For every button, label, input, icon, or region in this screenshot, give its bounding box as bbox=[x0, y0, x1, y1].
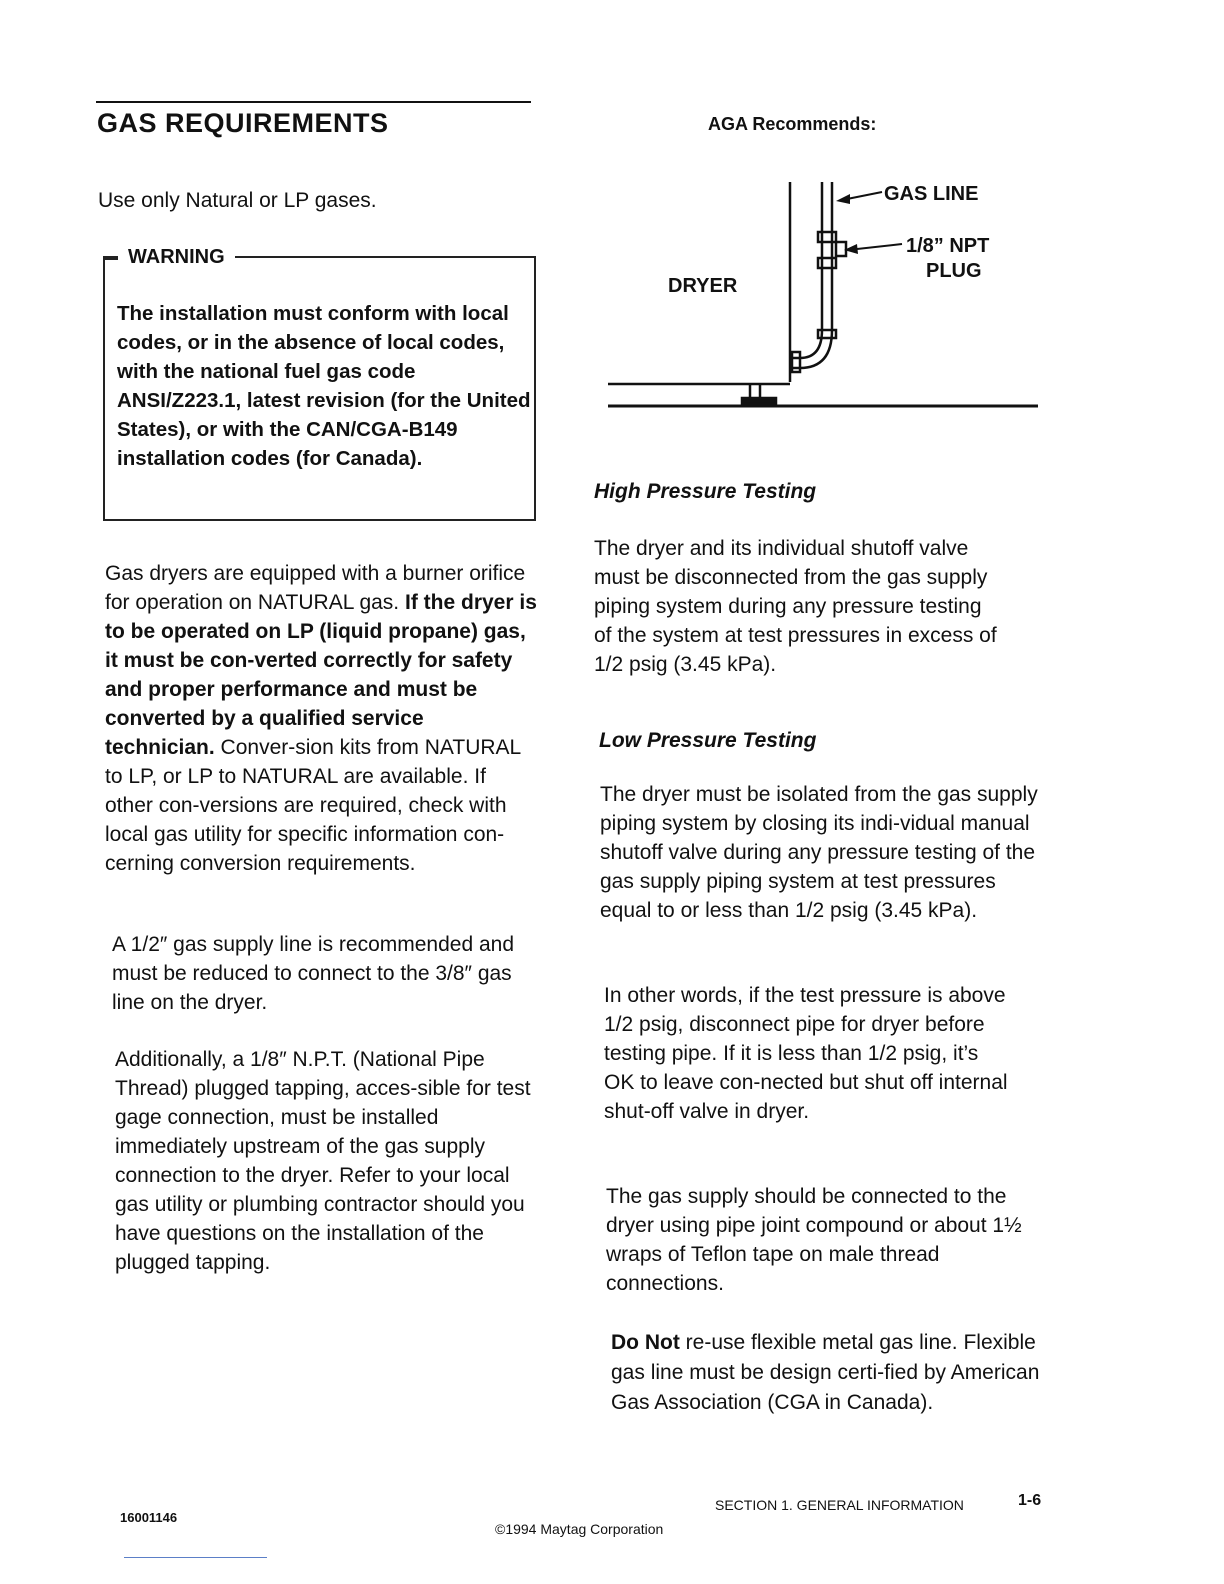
npt-tapping-paragraph: Additionally, a 1/8″ N.P.T. (National Pipe Thread) plugged tapping, acces-sible for test gage connection, must be installed immediately upstream of the gas supply connection to the dryer. Refer to your local gas utility or plumbing contractor should you have questions on the installation of the plugged tapping. bbox=[115, 1048, 531, 1274]
low-pressure-heading: Low Pressure Testing bbox=[599, 729, 817, 752]
page-number: 1-6 bbox=[1018, 1492, 1042, 1509]
do-not-reuse-text bbox=[611, 1328, 1045, 1418]
label-npt-plug: 1/8” NPT bbox=[906, 235, 990, 257]
low-pressure-text: The dryer must be isolated from the gas supply piping system by closing its indi-vidual manual shutoff valve during any pressure testing of the gas supply piping system at test pressures equal to or less than 1/2 psig (3.45 kPa). bbox=[600, 783, 1038, 922]
do-not-rest: re-use flexible metal gas line. Flexible gas line must be design certi-fied by American Gas Association (CGA in Canada). bbox=[611, 1331, 1040, 1414]
warning-text: The installation must conform with local codes, or in the absence of local codes, with the national fuel gas code ANSI/Z223.1, latest revision (for the United States), or with the CAN/CGA-B149 installation codes (for Canada). bbox=[117, 302, 531, 470]
intro-text: Use only Natural or LP gases. bbox=[98, 189, 377, 212]
npt-plug bbox=[836, 242, 846, 256]
label-plug: PLUG bbox=[926, 260, 982, 282]
copyright-notice: ©1994 Maytag Corporation bbox=[495, 1521, 664, 1537]
conversion-paragraph bbox=[105, 559, 537, 878]
title-rule bbox=[96, 101, 531, 103]
section-label: SECTION 1. GENERAL INFORMATION bbox=[715, 1497, 964, 1513]
conversion-kits: Conver-sion kits from NATURAL to LP, or LP to NATURAL are available. If other con-versions are required, check with local gas utility for specific information con-cerning conversion requirements. bbox=[105, 736, 521, 875]
label-gas-line: GAS LINE bbox=[884, 183, 979, 205]
high-pressure-text: The dryer and its individual shutoff valve must be disconnected from the gas supply piping system during any pressure testing of the system at test pressures in excess of 1/2 psig (3.45 kPa). bbox=[594, 537, 997, 676]
diagram-caption: AGA Recommends: bbox=[708, 114, 877, 134]
bottom-rule bbox=[124, 1557, 267, 1558]
conversion-intro: Gas dryers are equipped with a burner orifice for operation on NATURAL gas. bbox=[105, 562, 526, 614]
supply-line-paragraph: A 1/2″ gas supply line is recommended and must be reduced to connect to the 3/8″ gas line on the dryer. bbox=[112, 933, 515, 1014]
document-number: 16001146 bbox=[120, 1510, 178, 1525]
in-other-words-text: In other words, if the test pressure is above 1/2 psig, disconnect pipe for dryer before testing pipe. If it is less than 1/2 psig, it’s OK to leave con-nected but shut off internal shut-off valve in dryer. bbox=[604, 984, 1008, 1123]
do-not-emphasis: Do Not bbox=[611, 1331, 680, 1354]
gas-connection-diagram bbox=[600, 170, 1050, 420]
high-pressure-heading: High Pressure Testing bbox=[594, 480, 817, 503]
page-title: GAS REQUIREMENTS bbox=[97, 108, 389, 138]
conversion-warning: If the dryer is to be operated on LP (liquid propane) gas, it must be con-verted correctly for safety and proper performance and must be converted by a qualified service technician. bbox=[105, 591, 537, 759]
label-dryer: DRYER bbox=[668, 275, 738, 297]
warning-label: WARNING bbox=[118, 246, 235, 269]
teflon-tape-text: The gas supply should be connected to the dryer using pipe joint compound or about 1½ wraps of Teflon tape on male thread connections. bbox=[606, 1185, 1022, 1295]
